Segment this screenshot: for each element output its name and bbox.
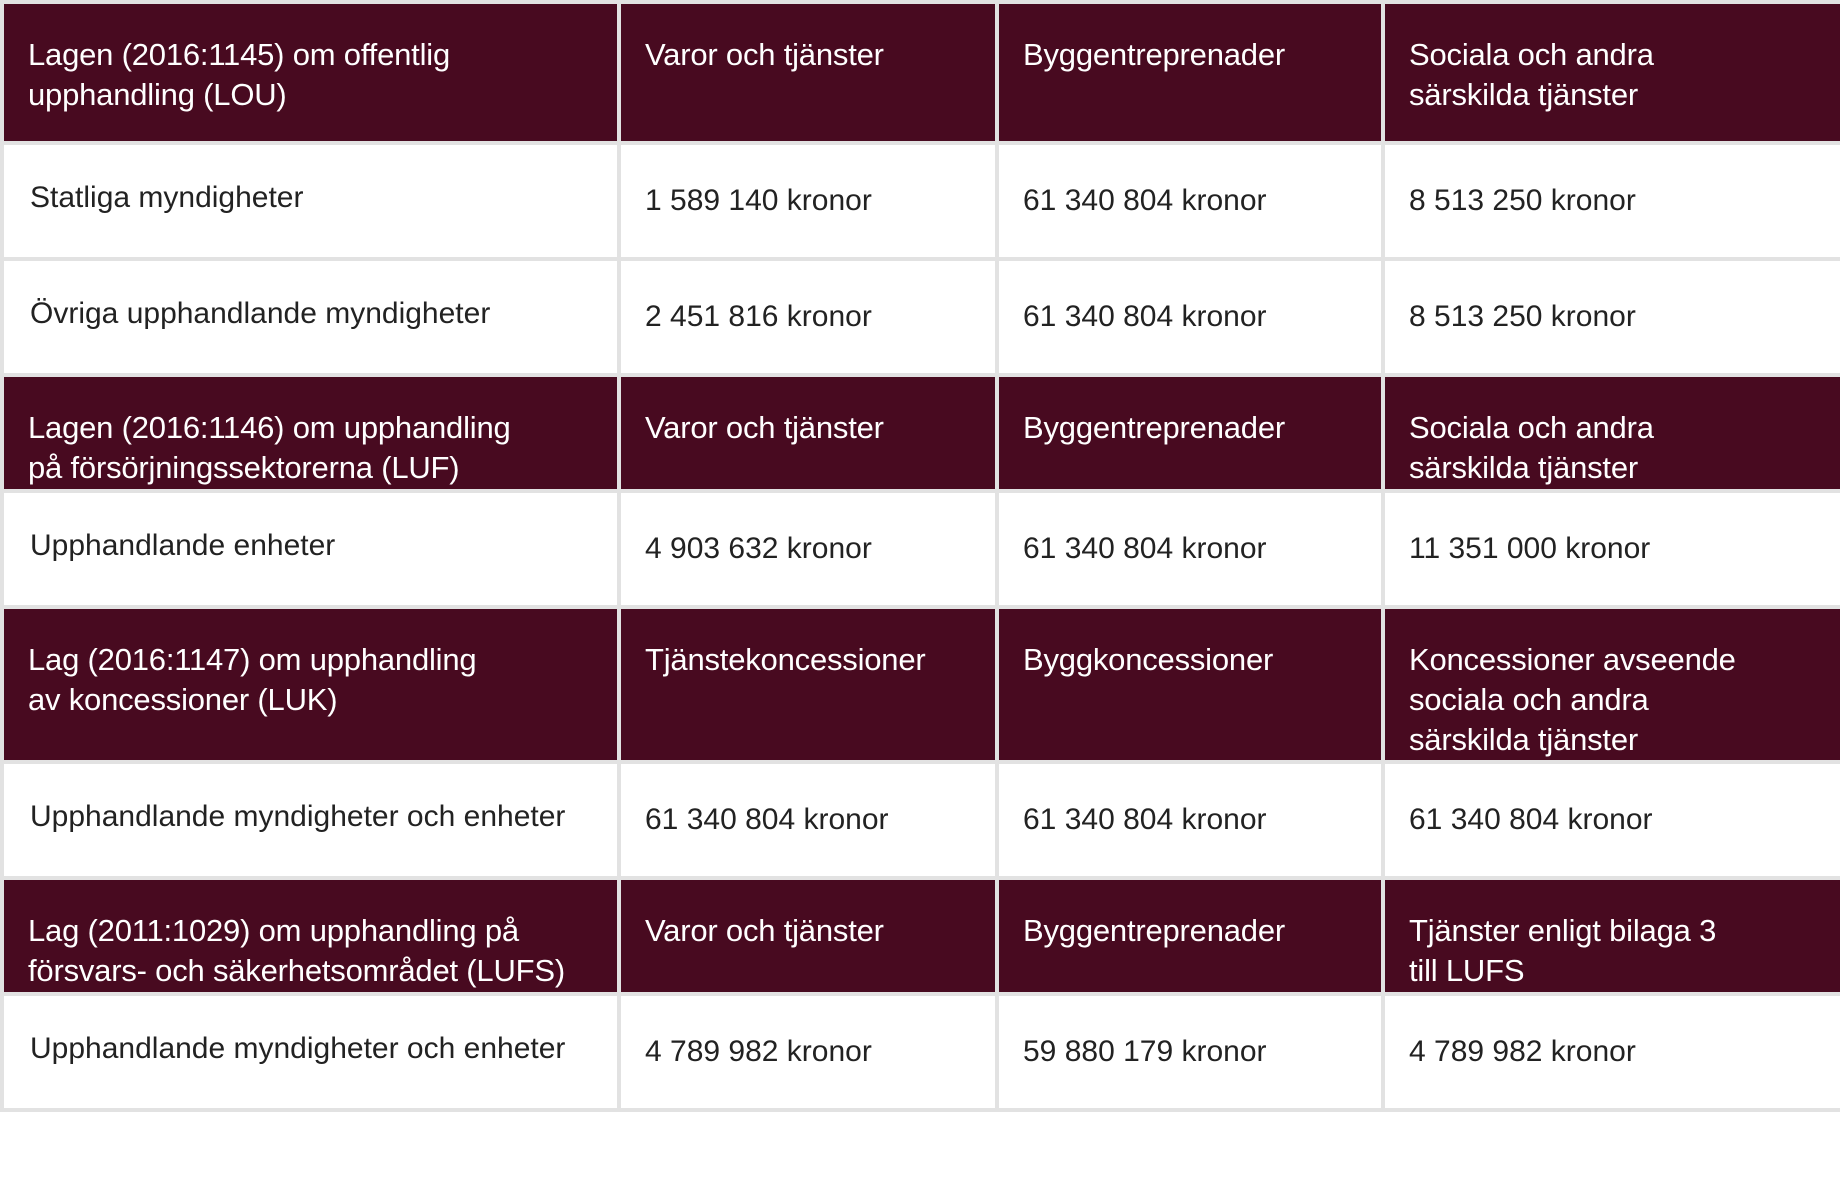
column-header-service-concessions — [619, 607, 997, 762]
threshold-value: 61 340 804 kronor — [997, 762, 1383, 878]
column-header-construction — [997, 878, 1383, 994]
threshold-value: 61 340 804 kronor — [997, 143, 1383, 259]
law-title-line: Lagen (2016:1146) om upphandling — [28, 410, 511, 445]
section-header-luf — [2, 375, 1840, 491]
law-title-cell — [2, 607, 619, 762]
column-header-social-services — [1383, 2, 1840, 143]
column-header-line: Koncessioner avseende — [1409, 642, 1736, 677]
column-header-social-services — [1383, 375, 1840, 491]
column-header-line: Varor och tjänster — [645, 410, 884, 445]
law-title-line: Lagen (2016:1145) om offentlig — [28, 37, 451, 72]
threshold-value: 61 340 804 kronor — [619, 762, 997, 878]
row-label: Upphandlande enheter — [2, 491, 619, 607]
threshold-value: 61 340 804 kronor — [997, 259, 1383, 375]
column-header-line: Varor och tjänster — [645, 913, 884, 948]
section-header-lufs — [2, 878, 1840, 994]
column-header-line: Byggentreprenader — [1023, 913, 1286, 948]
threshold-value: 4 789 982 kronor — [619, 994, 997, 1110]
threshold-value: 61 340 804 kronor — [997, 491, 1383, 607]
column-header-line: Byggkoncessioner — [1023, 642, 1274, 677]
column-header-construction — [997, 375, 1383, 491]
column-header-line: Tjänstekoncessioner — [645, 642, 926, 677]
column-header-goods-services — [619, 878, 997, 994]
law-title-line: upphandling (LOU) — [28, 77, 287, 112]
threshold-value: 11 351 000 kronor — [1383, 491, 1840, 607]
table-row — [2, 143, 1840, 259]
law-title-line: Lag (2011:1029) om upphandling på — [28, 913, 519, 948]
table-row — [2, 491, 1840, 607]
section-header-lou — [2, 2, 1840, 143]
column-header-line: Byggentreprenader — [1023, 37, 1286, 72]
law-title-cell — [2, 2, 619, 143]
row-label: Upphandlande myndigheter och enheter — [2, 994, 619, 1110]
column-header-line: till LUFS — [1409, 953, 1525, 988]
column-header-social-concessions — [1383, 607, 1840, 762]
section-header-luk — [2, 607, 1840, 762]
threshold-value: 8 513 250 kronor — [1383, 143, 1840, 259]
table-row — [2, 259, 1840, 375]
column-header-line: sociala och andra — [1409, 682, 1649, 717]
row-label: Upphandlande myndigheter och enheter — [2, 762, 619, 878]
column-header-goods-services — [619, 2, 997, 143]
column-header-goods-services — [619, 375, 997, 491]
table-row — [2, 994, 1840, 1110]
law-title-cell — [2, 375, 619, 491]
column-header-annex-services — [1383, 878, 1840, 994]
column-header-line: särskilda tjänster — [1409, 77, 1638, 112]
threshold-value: 61 340 804 kronor — [1383, 762, 1840, 878]
law-title-line: försvars- och säkerhetsområdet (LUFS) — [28, 953, 565, 988]
row-label: Statliga myndigheter — [2, 143, 619, 259]
law-title-cell — [2, 878, 619, 994]
law-title-line: av koncessioner (LUK) — [28, 682, 338, 717]
column-header-line: Byggentreprenader — [1023, 410, 1286, 445]
threshold-value: 4 903 632 kronor — [619, 491, 997, 607]
threshold-value: 4 789 982 kronor — [1383, 994, 1840, 1110]
column-header-line: Sociala och andra — [1409, 410, 1654, 445]
threshold-value: 59 880 179 kronor — [997, 994, 1383, 1110]
law-title-line: på försörjningssektorerna (LUF) — [28, 450, 460, 485]
row-label: Övriga upphandlande myndigheter — [2, 259, 619, 375]
column-header-construction — [997, 2, 1383, 143]
column-header-line: Sociala och andra — [1409, 37, 1654, 72]
table-row — [2, 762, 1840, 878]
column-header-line: särskilda tjänster — [1409, 722, 1638, 757]
column-header-construction-concessions — [997, 607, 1383, 762]
column-header-line: Varor och tjänster — [645, 37, 884, 72]
threshold-value: 2 451 816 kronor — [619, 259, 997, 375]
column-header-line: särskilda tjänster — [1409, 450, 1638, 485]
threshold-value: 1 589 140 kronor — [619, 143, 997, 259]
threshold-value: 8 513 250 kronor — [1383, 259, 1840, 375]
law-title-line: Lag (2016:1147) om upphandling — [28, 642, 477, 677]
column-header-line: Tjänster enligt bilaga 3 — [1409, 913, 1717, 948]
